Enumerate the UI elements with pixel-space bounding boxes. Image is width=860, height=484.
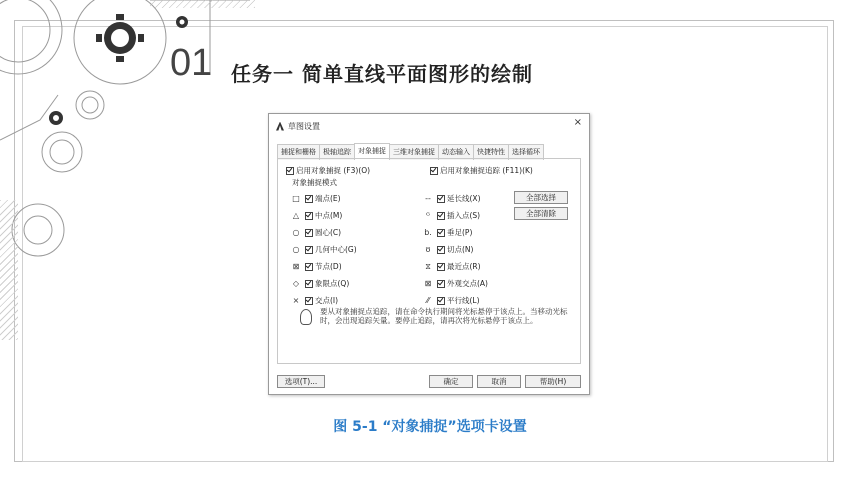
node-marker-icon: ⊠ — [292, 262, 300, 271]
mode-perpendicular[interactable] — [422, 227, 472, 238]
midpoint-checkbox[interactable] — [305, 212, 313, 220]
section-number: 01 — [170, 42, 213, 84]
select-all-button[interactable]: 全部选择 — [514, 191, 568, 204]
geometric-center-label: 几何中心(G) — [315, 245, 357, 254]
mode-geometric-center[interactable] — [290, 244, 357, 255]
center-marker-icon: ○ — [292, 228, 300, 237]
mode-parallel[interactable] — [422, 295, 480, 306]
parallel-marker-icon: ⁄⁄ — [426, 296, 430, 305]
tab-quick-properties[interactable]: 快捷特性 — [473, 144, 509, 160]
quadrant-checkbox[interactable] — [305, 280, 313, 288]
extension-checkbox[interactable] — [437, 195, 445, 203]
perpendicular-checkbox[interactable] — [437, 229, 445, 237]
tracking-hint — [300, 307, 570, 325]
apparent-intersection-label: 外观交点(A) — [447, 279, 488, 288]
enable-snap-option[interactable] — [286, 165, 370, 176]
tab-polar-tracking[interactable]: 极轴追踪 — [319, 144, 355, 160]
figure-caption: 图 5-1 “对象捕捉”选项卡设置 — [333, 419, 527, 435]
cancel-button[interactable]: 取消 — [477, 375, 521, 388]
apparent-intersection-checkbox[interactable] — [437, 280, 445, 288]
tangent-label: 切点(N) — [447, 245, 474, 254]
mode-midpoint[interactable] — [290, 210, 342, 221]
intersection-label: 交点(I) — [315, 296, 339, 305]
app-logo-icon — [276, 122, 284, 131]
parallel-checkbox[interactable] — [437, 297, 445, 305]
tangent-checkbox[interactable] — [437, 246, 445, 254]
tab-selection-cycling[interactable]: 选择循环 — [508, 144, 544, 160]
mode-center[interactable] — [290, 227, 341, 238]
perpendicular-marker-icon: b. — [424, 228, 432, 237]
perpendicular-label: 垂足(P) — [447, 228, 473, 237]
ok-button[interactable]: 确定 — [429, 375, 473, 388]
insertion-marker-icon: ᴳ — [426, 211, 430, 220]
section-title: 任务一 简单直线平面图形的绘制 — [231, 62, 533, 86]
mode-nearest[interactable] — [422, 261, 481, 272]
geometric-center-marker-icon: ○ — [292, 245, 300, 254]
hatch-decoration — [0, 200, 18, 340]
apparent-intersection-marker-icon: ⊠ — [424, 279, 432, 288]
dialog-title: 草图设置 — [288, 121, 320, 131]
geometric-center-checkbox[interactable] — [305, 246, 313, 254]
node-checkbox[interactable] — [305, 263, 313, 271]
endpoint-label: 端点(E) — [315, 194, 341, 203]
quadrant-label: 象限点(Q) — [315, 279, 350, 288]
mode-intersection[interactable] — [290, 295, 338, 306]
enable-tracking-label: 启用对象捕捉追踪 (F11)(K) — [440, 166, 533, 175]
dialog-titlebar — [276, 119, 320, 133]
mode-tangent[interactable] — [422, 244, 473, 255]
snap-modes-label: 对象捕捉模式 — [292, 178, 337, 187]
tangent-marker-icon: ʊ — [425, 245, 431, 254]
tab-snap-grid[interactable]: 捕捉和栅格 — [277, 144, 320, 160]
nearest-label: 最近点(R) — [447, 262, 481, 271]
insertion-label: 插入点(S) — [447, 211, 481, 220]
midpoint-label: 中点(M) — [315, 211, 343, 220]
center-checkbox[interactable] — [305, 229, 313, 237]
clear-all-button[interactable]: 全部清除 — [514, 207, 568, 220]
lightbulb-icon — [300, 309, 312, 325]
node-label: 节点(D) — [315, 262, 342, 271]
drafting-settings-dialog — [268, 113, 590, 395]
mode-quadrant[interactable] — [290, 278, 349, 289]
quadrant-marker-icon: ◇ — [292, 279, 300, 288]
mode-extension[interactable] — [422, 193, 481, 204]
enable-tracking-checkbox[interactable] — [430, 167, 438, 175]
endpoint-checkbox[interactable] — [305, 195, 313, 203]
enable-snap-checkbox[interactable] — [286, 167, 294, 175]
gear-decoration — [0, 0, 260, 360]
insertion-checkbox[interactable] — [437, 212, 445, 220]
options-button[interactable]: 选项(T)... — [277, 375, 325, 388]
extension-label: 延长线(X) — [447, 194, 481, 203]
tab-object-snap[interactable]: 对象捕捉 — [354, 143, 390, 159]
hint-text: 要从对象捕捉点追踪，请在命令执行期间将光标悬停于该点上。当移动光标时，会出现追踪矢量。要停止追踪，请再次将光标悬停于该点上。 — [320, 307, 568, 325]
enable-snap-label: 启用对象捕捉 (F3)(O) — [296, 166, 371, 175]
mode-insertion[interactable] — [422, 210, 480, 221]
midpoint-marker-icon: △ — [292, 211, 300, 220]
nearest-marker-icon: ⧖ — [425, 261, 431, 271]
help-button[interactable]: 帮助(H) — [525, 375, 581, 388]
intersection-marker-icon: × — [292, 296, 300, 305]
tab-dynamic-input[interactable]: 动态输入 — [438, 144, 474, 160]
endpoint-marker-icon: □ — [292, 194, 300, 203]
center-label: 圆心(C) — [315, 228, 342, 237]
mode-endpoint[interactable] — [290, 193, 341, 204]
extension-marker-icon: -- — [425, 194, 431, 203]
intersection-checkbox[interactable] — [305, 297, 313, 305]
object-snap-panel — [277, 158, 581, 364]
parallel-label: 平行线(L) — [447, 296, 480, 305]
nearest-checkbox[interactable] — [437, 263, 445, 271]
tab-3d-object-snap[interactable]: 三维对象捕捉 — [389, 144, 439, 160]
close-icon[interactable]: × — [573, 117, 582, 128]
mode-apparent-intersection[interactable] — [422, 278, 488, 289]
mode-node[interactable] — [290, 261, 342, 272]
enable-tracking-option[interactable] — [430, 165, 533, 176]
